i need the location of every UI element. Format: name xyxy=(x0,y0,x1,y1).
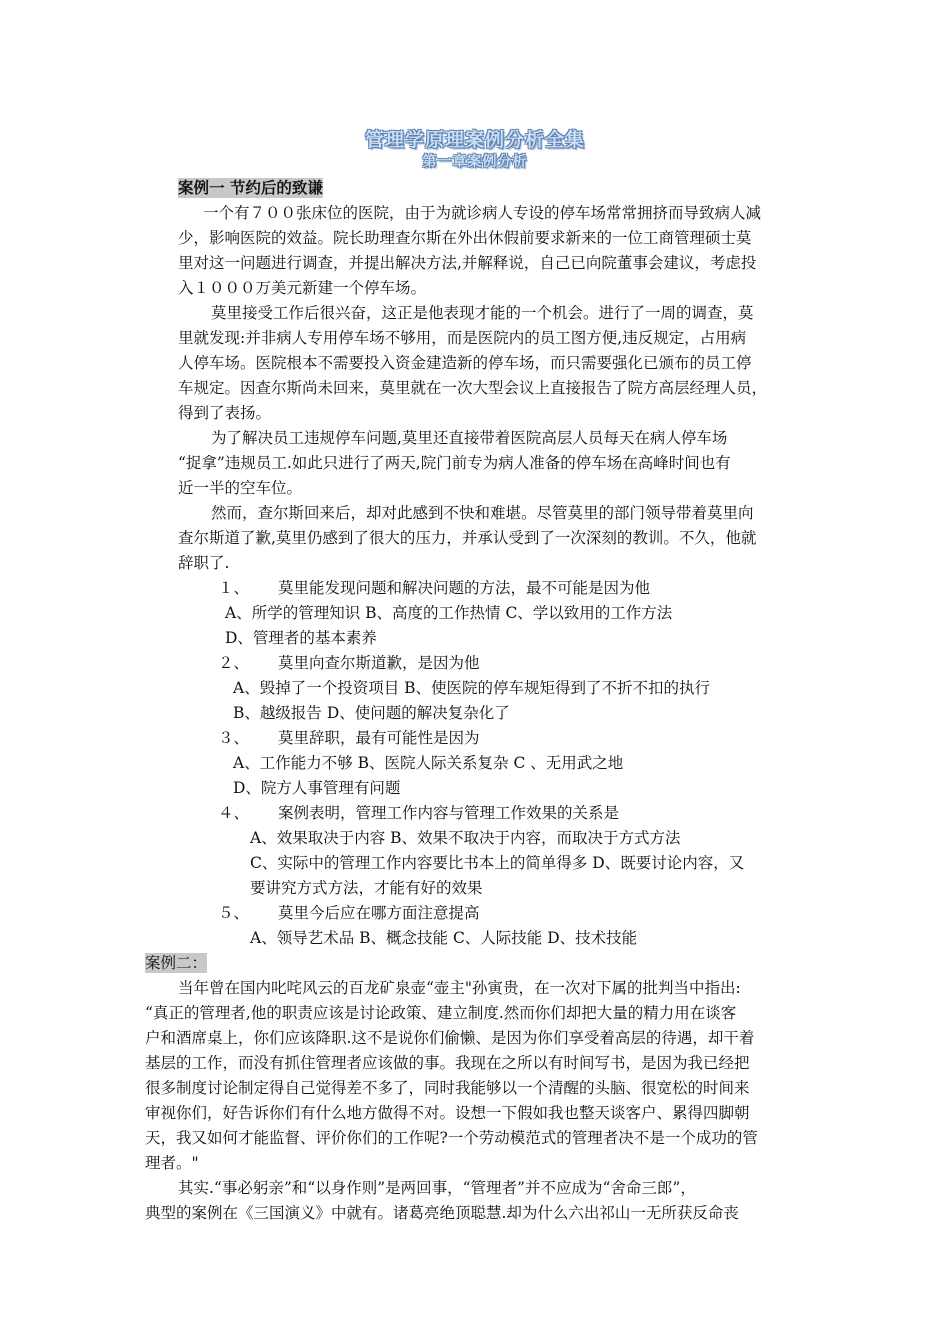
case1-p3-line: 近一半的空车位。 xyxy=(178,479,303,497)
chapter-subtitle: 第一章案例分析 xyxy=(422,154,528,170)
case2-heading: 案例二： xyxy=(145,954,208,972)
case2-p1-line: 理者。" xyxy=(145,1154,199,1172)
question-3-options: D、院方人事管理有问题 xyxy=(233,779,401,797)
question-3-options: A、工作能力不够 B、医院人际关系复杂 C 、无用武之地 xyxy=(233,754,624,772)
question-2-options: B、越级报告 D、使问题的解决复杂化了 xyxy=(233,704,510,722)
case2-p2-line: 典型的案例在《三国演义》中就有。诸葛亮绝顶聪慧.却为什么六出祁山一无所获反命丧 xyxy=(145,1204,739,1222)
question-5 xyxy=(218,903,480,923)
question-1-options: A、所学的管理知识 B、高度的工作热情 C、学以致用的工作方法 xyxy=(225,604,673,622)
case1-heading: 案例一 节约后的致谦 xyxy=(178,178,323,197)
case1-p2-line: 得到了表扬。 xyxy=(178,404,272,422)
case2-p1-line: 天，我又如何才能监督、评价你们的工作呢?一个劳动模范式的管理者决不是一个成功的管 xyxy=(145,1129,758,1147)
case1-p2-line: 人停车场。医院根本不需要投入资金建造新的停车场，而只需要强化已颁布的员工停 xyxy=(178,354,752,372)
question-number: ２、 xyxy=(218,654,250,672)
case2-p1-line: 审视你们，好告诉你们有什么地方做得不对。设想一下假如我也整天谈客户、累得四脚朝 xyxy=(145,1104,750,1122)
case1-p3-line: “捉拿”违规员工.如此只进行了两天,院门前专为病人准备的停车场在高峰时间也有 xyxy=(178,454,731,472)
case1-p2-line: 里就发现:并非病人专用停车场不够用，而是医院内的员工图方便,违反规定，占用病 xyxy=(178,329,747,347)
case1-p2-line: 车规定。因查尔斯尚未回来，莫里就在一次大型会议上直接报告了院方高层经理人员， xyxy=(178,379,768,397)
case1-p1-line: 入１０００万美元新建一个停车场。 xyxy=(178,279,427,297)
question-4-options: 要讲究方式方法，才能有好的效果 xyxy=(250,879,483,897)
question-stem: 莫里向查尔斯道歉，是因为他 xyxy=(278,654,480,672)
question-1 xyxy=(218,578,650,598)
question-stem: 莫里能发现问题和解决问题的方法，最不可能是因为他 xyxy=(278,579,651,597)
case2-p2-line: 其实.“事必躬亲”和“以身作则”是两回事，“管理者”并不应成为“舍命三郎”， xyxy=(178,1179,696,1197)
case2-p1-line: 户和酒席桌上，你们应该降职.这不是说你们偷懒、是因为你们享受着高层的待遇，却干着 xyxy=(145,1029,755,1047)
question-stem: 案例表明，管理工作内容与管理工作效果的关系是 xyxy=(278,804,620,822)
case1-p2-line: 莫里接受工作后很兴奋，这正是他表现才能的一个机会。进行了一周的调查，莫 xyxy=(211,304,754,322)
case1-p1-line: 里对这一问题进行调查，并提出解决方法,并解释说，自己已向院董事会建议，考虑投 xyxy=(178,254,757,272)
question-number: ５、 xyxy=(218,904,250,922)
question-number: １、 xyxy=(218,579,250,597)
case1-p4-line: 辞职了. xyxy=(178,554,230,572)
document-title: 管理学原理案例分析全集 xyxy=(364,129,585,151)
question-number: ３、 xyxy=(218,729,250,747)
case2-p1-line: 基层的工作，而没有抓住管理者应该做的事。我现在之所以有时间写书，是因为我已经把 xyxy=(145,1054,750,1072)
question-3 xyxy=(218,728,480,748)
case1-p3-line: 为了解决员工违规停车问题,莫里还直接带着医院高层人员每天在病人停车场 xyxy=(211,429,728,447)
question-2 xyxy=(218,653,480,673)
case2-p1-line: 很多制度讨论制定得自己觉得差不多了，同时我能够以一个清醒的头脑、很宽松的时间来 xyxy=(145,1079,750,1097)
question-4-options: C、实际中的管理工作内容要比书本上的简单得多 D、既要讨论内容，又 xyxy=(250,854,745,872)
case1-p4-line: 查尔斯道了歉,莫里仍感到了很大的压力，并承认受到了一次深刻的教训。不久，他就 xyxy=(178,529,757,547)
question-number: ４、 xyxy=(218,804,250,822)
question-4 xyxy=(218,803,619,823)
question-stem: 莫里辞职，最有可能性是因为 xyxy=(278,729,480,747)
case1-p1-line: 一个有７００张床位的医院，由于为就诊病人专设的停车场常常拥挤而导致病人减 xyxy=(203,204,762,222)
case1-p1-line: 少，影响医院的效益。院长助理查尔斯在外出休假前要求新来的一位工商管理硕士莫 xyxy=(178,229,752,247)
question-5-options: A、领导艺术品 B、概念技能 C、人际技能 D、技术技能 xyxy=(250,929,638,947)
question-2-options: A、毁掉了一个投资项目 B、使医院的停车规矩得到了不折不扣的执行 xyxy=(233,679,711,697)
question-stem: 莫里今后应在哪方面注意提高 xyxy=(278,904,480,922)
case2-p1-line: 当年曾在国内叱咤风云的百龙矿泉壶“壶主"孙寅贵，在一次对下属的批判当中指出: xyxy=(178,979,741,997)
question-4-options: A、效果取决于内容 B、效果不取决于内容，而取决于方式方法 xyxy=(250,829,681,847)
case2-p1-line: “真正的管理者,他的职责应该是讨论政策、建立制度.然而你们却把大量的精力用在谈客 xyxy=(145,1004,737,1022)
case1-p4-line: 然而，查尔斯回来后，却对此感到不快和难堪。尽管莫里的部门领导带着莫里向 xyxy=(211,504,754,522)
question-1-options: D、管理者的基本素养 xyxy=(225,629,377,647)
